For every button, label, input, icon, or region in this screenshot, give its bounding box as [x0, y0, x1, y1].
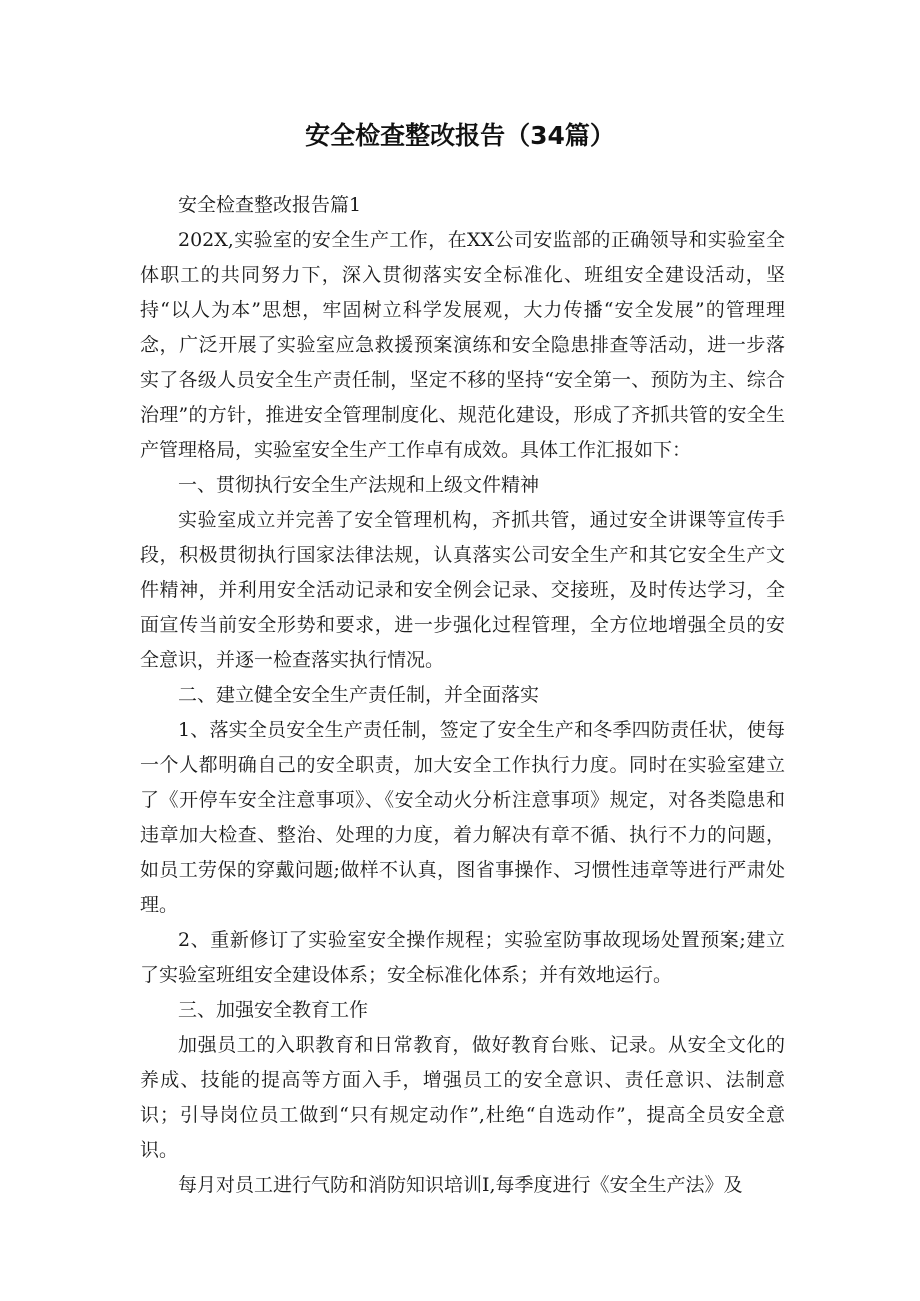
- body-paragraph: 加强员工的入职教育和日常教育，做好教育台账、记录。从安全文化的养成、技能的提高等方面入手，增强员工的安全意识、责任意识、法制意识；引导岗位员工做到“只有规定动作”,杜绝“自选动作”，提高全员安全意识。: [140, 1034, 785, 1161]
- body-paragraph: 1、落实全员安全生产责任制，签定了安全生产和冬季四防责任状，使每一个人都明确自己的安全职责，加大安全工作执行力度。同时在实验室建立了《开停车安全注意事项》、《安全动火分析注意事项》规定，对各类隐患和违章加大检查、整治、处理的力度，着力解决有章不循、执行不力的问题，如员工劳保的穿戴问题;做样不认真，图省事操作、习惯性违章等进行严肃处理。: [140, 719, 785, 916]
- document-title: 安全检查整改报告（34篇）: [305, 121, 615, 150]
- body-paragraph: 实验室成立并完善了安全管理机构，齐抓共管，通过安全讲课等宣传手段，积极贯彻执行国家法律法规，认真落实公司安全生产和其它安全生产文件精神，并利用安全活动记录和安全例会记录、交接班，及时传达学习，全面宣传当前安全形势和要求，进一步强化过程管理，全方位地增强全员的安全意识，并逐一检查落实执行情况。: [140, 509, 785, 671]
- body-paragraph: 每月对员工进行气防和消防知识培训I,每季度进行《安全生产法》及: [178, 1174, 743, 1196]
- section-heading: 二、建立健全安全生产责任制，并全面落实: [178, 684, 540, 706]
- body-paragraph: 2、重新修订了实验室安全操作规程；实验室防事故现场处置预案;建立了实验室班组安全建设体系；安全标准化体系；并有效地运行。: [140, 929, 785, 986]
- section-subtitle: 安全检查整改报告篇1: [178, 194, 362, 216]
- document-body: [140, 188, 785, 1203]
- section-heading: 一、贯彻执行安全生产法规和上级文件精神: [178, 474, 540, 496]
- section-heading: 三、加强安全教育工作: [178, 999, 369, 1021]
- body-paragraph: 202X,实验室的安全生产工作，在XX公司安监部的正确领导和实验室全体职工的共同努力下，深入贯彻落实安全标准化、班组安全建设活动，坚持“以人为本”思想，牢固树立科学发展观，大力传播“安全发展”的管理理念，广泛开展了实验室应急救援预案演练和安全隐患排查等活动，进一步落实了各级人员安全生产责任制，坚定不移的坚持“安全第一、预防为主、综合治理”的方针，推进安全管理制度化、规范化建设，形成了齐抓共管的安全生产管理格局，实验室安全生产工作卓有成效。具体工作汇报如下：: [140, 229, 785, 461]
